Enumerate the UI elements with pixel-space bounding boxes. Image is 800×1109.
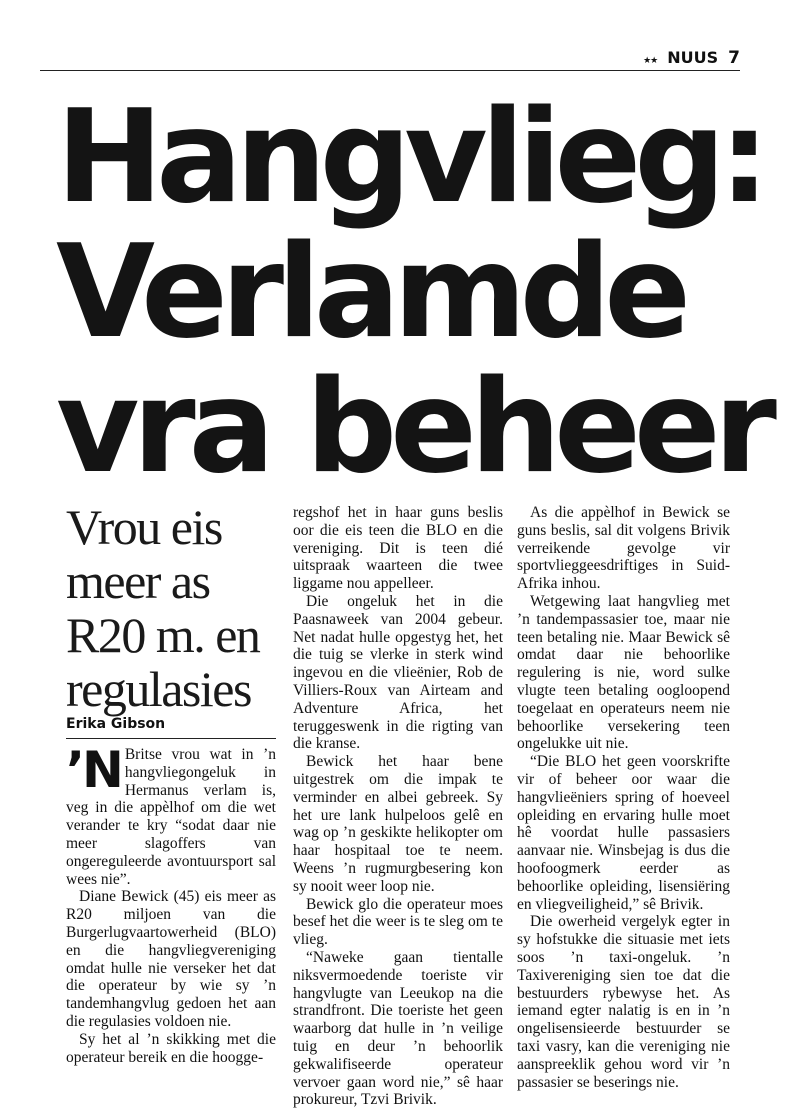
section-name: NUUS (667, 48, 719, 67)
paragraph: Bewick glo die operateur moes besef het die weer is te sleg om te vlieg. (293, 895, 503, 949)
paragraph: As die appèlhof in Bewick se guns beslis, sal dit volgens Brivik verreikende gevolge vir sportvlieggeesdriftiges in Suid-Afrika inhou. (517, 504, 730, 593)
paragraph: regshof het in haar guns beslis oor die eis teen die BLO en die vereniging. Dit is teen dié uitspraak waarteen die twee liggame nou appelleer. (293, 504, 503, 593)
subheadline: Vrou eis meer as R20 m. en regulasies (66, 499, 260, 717)
paragraph: ’N Britse vrou wat in ’n hangvliegongeluk in Hermanus verlam is, veg in die appèlhof om die wet verander te kry “sodat daar nie meer slagoffers van ongereguleerde avontuursport sal wees nie”. (66, 741, 276, 888)
paragraph: Bewick het haar bene uitgestrek om die impak te verminder en albei gebreek. Sy het ure lank hulpeloos gelê en wag op ’n geskikte helikopter om haar hospitaal toe te neem. Weens ’n rugmurgbesering kon sy nooit weer loop nie. (293, 753, 503, 895)
headline-line-3: vra beheer (56, 353, 770, 502)
paragraph: Wetgewing laat hangvlieg met ’n tandempassasier toe, maar nie teen betaling nie. Maar Bewick sê omdat daar nie behoorlike regulering is nie, word sulke vlugte teen betaling oogloopend toegelaat en operateurs neem nie behoorlike versekering teen ongelukke uit nie. (517, 592, 730, 753)
byline: Erika Gibson (66, 716, 166, 732)
paragraph: “Die BLO het geen voorskrifte vir of beheer oor waar die hangvlieëniers spring of hoeveel opleiding en ervaring hulle moet hê voordat hulle passasiers aanvaar nie. Winsbejag is dus die hoofoogmerk eerder as behoorlike opleiding, lisensiëring en vliegveiligheid,” sê Brivik. (517, 753, 730, 913)
headline-line-1: Hangvlieg: (56, 83, 764, 232)
paragraph: Diane Bewick (45) eis meer as R20 miljoen van die Burgerlugvaartowerheid (BLO) en die hangvliegvereniging omdat hulle nie verseker het dat die operateur by wie sy ’n tandemhangvlug gedoen het aan die regulasies voldoen nie. (66, 888, 276, 1030)
drop-cap: ’N (66, 741, 121, 799)
article-column-1 (66, 741, 276, 1066)
headline-line-2: Verlamde (56, 218, 685, 367)
article-column-3 (517, 504, 730, 1091)
page-number: 7 (728, 48, 740, 68)
stars-icon: ★★ (643, 56, 658, 66)
paragraph: Sy het al ’n skikking met die operateur bereik en die hoogge- (66, 1030, 276, 1066)
header-rule (40, 70, 740, 71)
headline (56, 83, 770, 502)
paragraph: Die ongeluk het in die Paasnaweek van 2004 gebeur. Net nadat hulle opgestyg het, het die tuig se vlerke in sterk wind ingevou en die vlieënier, Rob de Villiers-Roux van Airteam and Adventure Africa, het teruggeswenk in die rigting van die kranse. (293, 592, 503, 753)
article-column-2 (293, 504, 503, 1109)
paragraph: Die owerheid vergelyk egter in sy hofstukke die situasie met iets soos ’n taxi-ongeluk. ’n Taxivereniging sien toe dat die bestuurders rybewyse het. As iemand egter nalatig is en in ’n ongelisensieerde bestuurder se taxi vasry, kan die vereniging nie aanspreeklik gehou word vir ’n passasier se beserings nie. (517, 913, 730, 1091)
paragraph: “Naweke gaan tientalle niksvermoedende toeriste vir hangvlugte van Leeukop na die strandfront. Die toeriste het geen waarborg dat hulle in ’n veilige tuig en deur ’n behoorlik gekwalifiseerde operateur vervoer gaan word nie,” sê haar prokureur, Tzvi Brivik. (293, 948, 503, 1109)
byline-rule (66, 738, 276, 739)
section-label (643, 48, 740, 68)
